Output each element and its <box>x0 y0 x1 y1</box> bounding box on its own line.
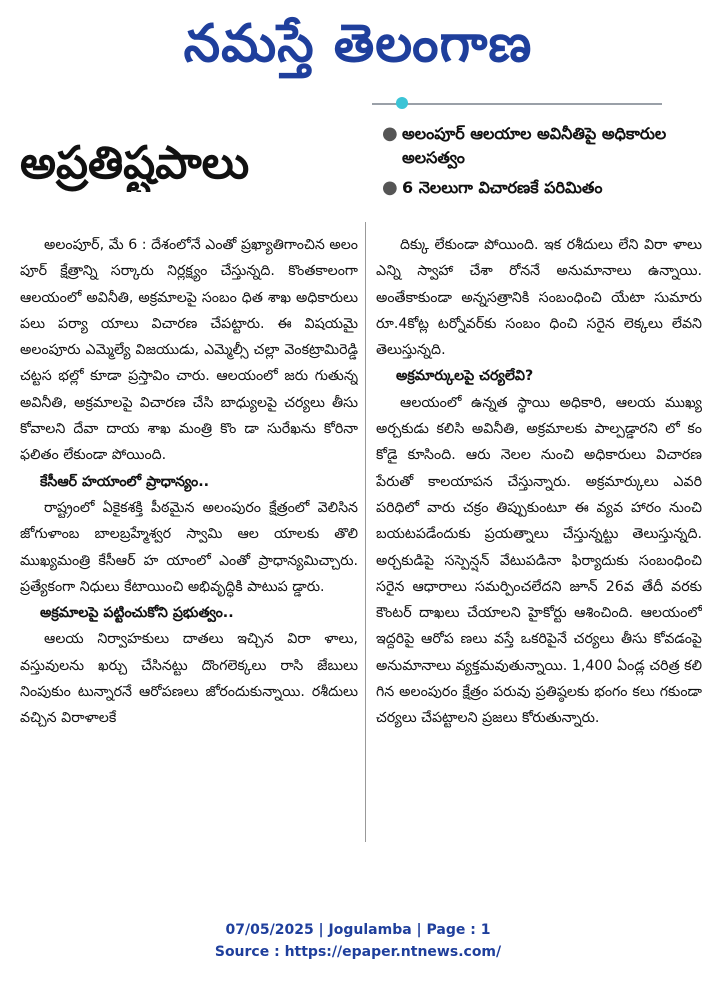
article-paragraph: అలంపూర్, మే 6 : దేశంలోనే ఎంతో ప్రఖ్యాతిగాంచిన అలం పూర్ క్షేత్రాన్ని సర్కారు నిర్లక్ష్యం చేస్తున్నది. కొంతకాలంగా ఆలయంలో అవినీతి, అక్రమాలపై సంబం ధిత శాఖ అధికారులు పలు పర్యా యాలు విచారణ చేపట్టారు. ఈ విషయమై అలంపూరు ఎమ్మెల్యే విజయుడు, ఎమ్మెల్సీ చల్లా వెంకట్రామిరెడ్డి చట్టస భల్లో కూడా ప్రస్తావిం చారు. ఆలయంలో జరు గుతున్న అవినీతి, అక్రమాలపై విచారణ చేసి బాధ్యులపై చర్యలు తీసు కోవాలని దేవా దాయ శాఖ మంత్రి కొం డా సురేఖను కోరినా ఫలితం లేకుండా పోయింది. <box>20 237 358 464</box>
article-column-right <box>376 232 702 844</box>
masthead: నమస్తే తెలంగాణ <box>183 14 533 74</box>
bullet-icon: ● <box>382 177 398 198</box>
article-paragraph: ఆలయ నిర్వాహకులు దాతలు ఇచ్చిన విరా ళాలు, వస్తువులను ఖర్చు చేసినట్టు దొంగలెక్కలు రాసి జేబులు నింపుకుం టున్నారనే ఆరోపణలు జోరందుకున్నాయి. రశీదులు వచ్చిన విరాళాలకే <box>20 631 358 727</box>
subheadline <box>378 122 708 170</box>
accent-dot-icon <box>396 97 408 109</box>
bullet-icon: ● <box>382 123 398 144</box>
article-paragraph: రాష్ట్రంలో ఏకైకశక్తి పీఠమైన అలంపురం క్షేత్రంలో వెలిసిన జోగుళాంబ బాలబ్రహ్మేశ్వర స్వామి ఆల యాలకు తొలి ముఖ్యమంత్రి కేసీఆర్ హ యాంలో ఎంతో ప్రాధాన్యమిచ్చారు. ప్రత్యేకంగా నిధులు కేటాయించి అభివృద్ధికి పాటుప డ్డారు. <box>20 499 358 595</box>
subheadline-text: అలంపూర్ ఆలయాల అవినీతిపై అధికారుల అలసత్వం <box>402 124 667 167</box>
footer-date-edition: 07/05/2025 | Jogulamba | Page : 1 <box>225 922 491 938</box>
article-paragraph: దిక్కు లేకుండా పోయింది. ఇక రశీదులు లేని విరా ళాలు ఎన్ని స్వాహా చేశా రోననే అనుమానాలు ఉన్నాయి. అంతేకాకుండా అన్నసత్రానికి సంబంధించి యేటా సుమారు రూ.4కోట్ల టర్నోవర్‌కు సంబం ధించి సరైన లెక్కలు లేవని తెలుస్తున్నది. <box>376 237 702 359</box>
section-subheading: కేసీఆర్ హయాంలో ప్రాధాన్యం.. <box>40 473 209 490</box>
column-divider <box>365 222 366 842</box>
section-subheading: అక్రమాలపై పట్టించుకోని ప్రభుత్వం.. <box>40 605 234 622</box>
header-rule <box>372 103 662 105</box>
subheadline <box>378 176 708 200</box>
subheadline-list <box>378 122 708 206</box>
subheadline-text: 6 నెలలుగా విచారణకే పరిమితం <box>402 178 603 197</box>
footer-source: Source : https://epaper.ntnews.com/ <box>214 944 502 960</box>
section-subheading: అక్రమార్కులపై చర్యలేవి? <box>396 368 534 385</box>
article-headline: అప్రతిష్టపాలు <box>20 136 250 189</box>
article-column-left <box>20 232 358 844</box>
article-paragraph: ఆలయంలో ఉన్నత స్థాయి అధికారి, ఆలయ ముఖ్య అర్చకుడు కలిసి అవినీతి, అక్రమాలకు పాల్పడ్డారని లో కం కోడై కూసింది. ఆరు నెలల నుంచి అధికారులు విచారణ పేరుతో కాలయాపన చేస్తున్నారు. అక్రమార్కులు ఎవరి పరిధిలో వారు చక్రం తిప్పుకుంటూ ఈ వ్యవ హారం నుంచి బయటపడేందుకు ప్రయత్నాలు చేస్తున్నట్టు తెలుస్తున్నది. అర్చకుడిపై సస్పెన్షన్ వేటుపడినా ఫిర్యాదుకు సంబంధించి సరైన ఆధారాలు సమర్పించలేదని జూన్ 26వ తేదీ వరకు కౌంటర్ దాఖలు చేయాలని హైకోర్టు ఆశించింది. ఆలయంలో ఇద్దరిపై ఆరోప ణలు వస్తే ఒకరిపైనే చర్యలు తీసు కోవడంపై అనుమానాలు వ్యక్తమవుతున్నాయి. 1,400 ఏండ్ల చరిత్ర కలి గిన అలంపురం క్షేత్రం పరువు ప్రతిష్ఠలకు భంగం కలు గకుండా చర్యలు చేపట్టాలని ప్రజలు కోరుతున్నారు. <box>376 394 702 727</box>
